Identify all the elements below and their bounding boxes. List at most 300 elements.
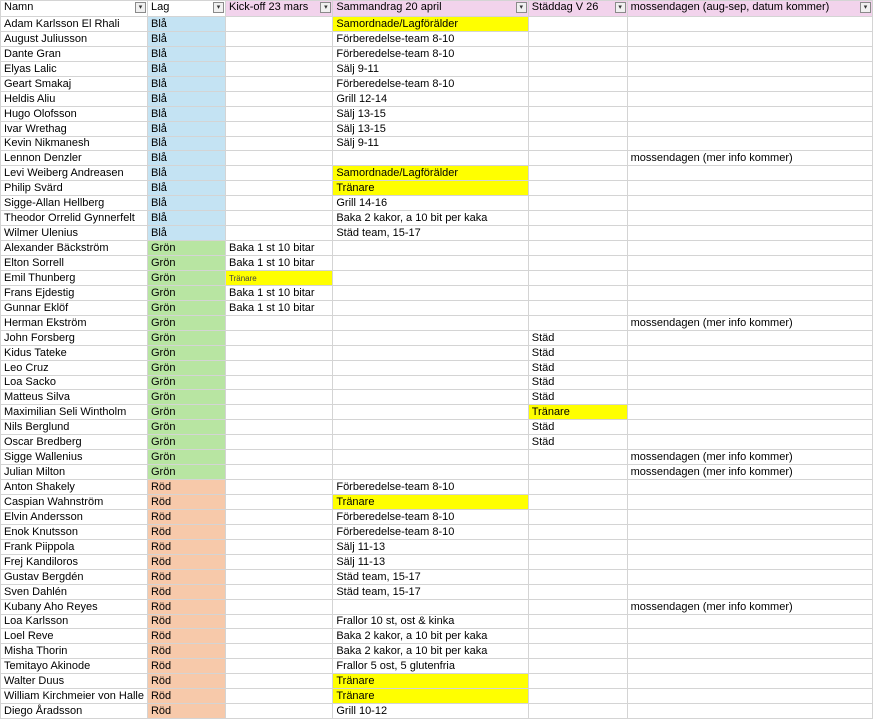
cell-staddag[interactable]: [528, 584, 627, 599]
cell-sammandrag[interactable]: [333, 405, 528, 420]
cell-staddag[interactable]: [528, 211, 627, 226]
cell-staddag[interactable]: [528, 644, 627, 659]
cell-staddag[interactable]: [528, 614, 627, 629]
cell-name[interactable]: Frank Piippola: [1, 539, 148, 554]
filter-dropdown-icon[interactable]: ▾: [213, 2, 224, 13]
cell-lag[interactable]: Grön: [147, 285, 225, 300]
cell-sammandrag[interactable]: Städ team, 15-17: [333, 569, 528, 584]
cell-mossendagen[interactable]: [627, 196, 872, 211]
cell-name[interactable]: Alexander Bäckström: [1, 241, 148, 256]
cell-sammandrag[interactable]: [333, 151, 528, 166]
filter-dropdown-icon[interactable]: ▾: [135, 2, 146, 13]
cell-sammandrag[interactable]: [333, 330, 528, 345]
cell-lag[interactable]: Röd: [147, 644, 225, 659]
cell-sammandrag[interactable]: [333, 420, 528, 435]
cell-kickoff[interactable]: [225, 569, 332, 584]
cell-lag[interactable]: Röd: [147, 629, 225, 644]
cell-staddag[interactable]: Tränare: [528, 405, 627, 420]
cell-name[interactable]: Lennon Denzler: [1, 151, 148, 166]
cell-mossendagen[interactable]: mossendagen (mer info kommer): [627, 315, 872, 330]
cell-sammandrag[interactable]: Förberedelse-team 8-10: [333, 31, 528, 46]
filter-dropdown-icon[interactable]: ▾: [516, 2, 527, 13]
cell-kickoff[interactable]: [225, 330, 332, 345]
cell-kickoff[interactable]: [225, 181, 332, 196]
cell-kickoff[interactable]: [225, 375, 332, 390]
cell-sammandrag[interactable]: Samordnade/Lagförälder: [333, 17, 528, 32]
cell-name[interactable]: Misha Thorin: [1, 644, 148, 659]
cell-kickoff[interactable]: [225, 17, 332, 32]
cell-staddag[interactable]: [528, 106, 627, 121]
cell-staddag[interactable]: [528, 524, 627, 539]
cell-lag[interactable]: Blå: [147, 181, 225, 196]
cell-kickoff[interactable]: [225, 554, 332, 569]
cell-staddag[interactable]: Städ: [528, 330, 627, 345]
cell-staddag[interactable]: [528, 315, 627, 330]
cell-staddag[interactable]: [528, 465, 627, 480]
cell-lag[interactable]: Röd: [147, 509, 225, 524]
cell-staddag[interactable]: [528, 495, 627, 510]
cell-sammandrag[interactable]: Sälj 9-11: [333, 61, 528, 76]
cell-lag[interactable]: Röd: [147, 659, 225, 674]
cell-mossendagen[interactable]: [627, 31, 872, 46]
cell-kickoff[interactable]: [225, 659, 332, 674]
cell-name[interactable]: Heldis Aliu: [1, 91, 148, 106]
cell-staddag[interactable]: [528, 31, 627, 46]
cell-name[interactable]: Frej Kandiloros: [1, 554, 148, 569]
cell-sammandrag[interactable]: [333, 345, 528, 360]
table-row: [1, 181, 873, 196]
cell-sammandrag[interactable]: Förberedelse-team 8-10: [333, 524, 528, 539]
cell-lag[interactable]: Grön: [147, 420, 225, 435]
cell-kickoff[interactable]: [225, 315, 332, 330]
cell-sammandrag[interactable]: Baka 2 kakor, a 10 bit per kaka: [333, 644, 528, 659]
cell-kickoff[interactable]: [225, 435, 332, 450]
cell-kickoff[interactable]: [225, 46, 332, 61]
cell-sammandrag[interactable]: Sälj 13-15: [333, 121, 528, 136]
cell-sammandrag[interactable]: [333, 285, 528, 300]
cell-staddag[interactable]: [528, 151, 627, 166]
cell-sammandrag[interactable]: Förberedelse-team 8-10: [333, 480, 528, 495]
cell-kickoff[interactable]: [225, 390, 332, 405]
cell-kickoff[interactable]: [225, 166, 332, 181]
cell-name[interactable]: August Juliusson: [1, 31, 148, 46]
cell-name[interactable]: William Kirchmeier von Halle: [1, 689, 148, 704]
cell-lag[interactable]: Blå: [147, 166, 225, 181]
cell-mossendagen[interactable]: [627, 330, 872, 345]
cell-lag[interactable]: Blå: [147, 151, 225, 166]
col-header-kickoff[interactable]: [225, 1, 332, 17]
cell-staddag[interactable]: Städ: [528, 435, 627, 450]
cell-sammandrag[interactable]: [333, 375, 528, 390]
cell-sammandrag[interactable]: Grill 12-14: [333, 91, 528, 106]
cell-lag[interactable]: Blå: [147, 226, 225, 241]
cell-kickoff[interactable]: [225, 689, 332, 704]
cell-lag[interactable]: Blå: [147, 31, 225, 46]
cell-kickoff[interactable]: Tränare: [225, 270, 332, 285]
cell-name[interactable]: Geart Smakaj: [1, 76, 148, 91]
col-header-mossendagen[interactable]: [627, 1, 872, 17]
cell-name[interactable]: Kubany Aho Reyes: [1, 599, 148, 614]
cell-lag[interactable]: Grön: [147, 241, 225, 256]
cell-mossendagen[interactable]: [627, 211, 872, 226]
cell-name[interactable]: Leo Cruz: [1, 360, 148, 375]
col-header-staddag[interactable]: [528, 1, 627, 17]
cell-lag[interactable]: Grön: [147, 315, 225, 330]
cell-staddag[interactable]: [528, 674, 627, 689]
cell-lag[interactable]: Grön: [147, 330, 225, 345]
cell-lag[interactable]: Röd: [147, 524, 225, 539]
header-label: mossendagen (aug-sep, datum kommer): [630, 1, 830, 13]
cell-kickoff[interactable]: [225, 106, 332, 121]
cell-sammandrag[interactable]: [333, 256, 528, 271]
cell-staddag[interactable]: [528, 285, 627, 300]
cell-kickoff[interactable]: Baka 1 st 10 bitar: [225, 285, 332, 300]
cell-staddag[interactable]: [528, 136, 627, 151]
cell-lag[interactable]: Grön: [147, 450, 225, 465]
cell-lag[interactable]: Grön: [147, 435, 225, 450]
cell-mossendagen[interactable]: [627, 226, 872, 241]
cell-mossendagen[interactable]: [627, 659, 872, 674]
cell-mossendagen[interactable]: [627, 629, 872, 644]
cell-lag[interactable]: Grön: [147, 256, 225, 271]
cell-sammandrag[interactable]: Grill 10-12: [333, 704, 528, 719]
cell-sammandrag[interactable]: Sälj 11-13: [333, 539, 528, 554]
cell-mossendagen[interactable]: [627, 569, 872, 584]
cell-mossendagen[interactable]: [627, 704, 872, 719]
cell-mossendagen[interactable]: [627, 554, 872, 569]
cell-mossendagen[interactable]: mossendagen (mer info kommer): [627, 599, 872, 614]
cell-sammandrag[interactable]: [333, 270, 528, 285]
cell-mossendagen[interactable]: [627, 644, 872, 659]
cell-kickoff[interactable]: [225, 76, 332, 91]
cell-name[interactable]: Wilmer Ulenius: [1, 226, 148, 241]
cell-lag[interactable]: Blå: [147, 61, 225, 76]
cell-name[interactable]: Levi Weiberg Andreasen: [1, 166, 148, 181]
cell-mossendagen[interactable]: [627, 584, 872, 599]
cell-kickoff[interactable]: Baka 1 st 10 bitar: [225, 256, 332, 271]
cell-name[interactable]: Ivar Wrethag: [1, 121, 148, 136]
cell-name[interactable]: Theodor Orrelid Gynnerfelt: [1, 211, 148, 226]
cell-sammandrag[interactable]: Tränare: [333, 674, 528, 689]
cell-lag[interactable]: Grön: [147, 300, 225, 315]
cell-lag[interactable]: Röd: [147, 704, 225, 719]
cell-lag[interactable]: Grön: [147, 270, 225, 285]
cell-kickoff[interactable]: [225, 480, 332, 495]
cell-name[interactable]: Matteus Silva: [1, 390, 148, 405]
cell-mossendagen[interactable]: [627, 674, 872, 689]
cell-mossendagen[interactable]: [627, 689, 872, 704]
cell-name[interactable]: Kidus Tateke: [1, 345, 148, 360]
cell-mossendagen[interactable]: [627, 480, 872, 495]
cell-mossendagen[interactable]: [627, 106, 872, 121]
cell-staddag[interactable]: [528, 569, 627, 584]
cell-staddag[interactable]: [528, 539, 627, 554]
cell-sammandrag[interactable]: Sälj 9-11: [333, 136, 528, 151]
cell-lag[interactable]: Grön: [147, 465, 225, 480]
cell-lag[interactable]: Grön: [147, 360, 225, 375]
cell-kickoff[interactable]: [225, 151, 332, 166]
cell-staddag[interactable]: [528, 226, 627, 241]
cell-kickoff[interactable]: [225, 599, 332, 614]
cell-mossendagen[interactable]: mossendagen (mer info kommer): [627, 151, 872, 166]
cell-name[interactable]: Gustav Bergdén: [1, 569, 148, 584]
cell-kickoff[interactable]: [225, 644, 332, 659]
cell-kickoff[interactable]: [225, 450, 332, 465]
cell-mossendagen[interactable]: [627, 509, 872, 524]
col-header-sammandrag[interactable]: [333, 1, 528, 17]
cell-lag[interactable]: Blå: [147, 17, 225, 32]
cell-mossendagen[interactable]: [627, 241, 872, 256]
cell-kickoff[interactable]: [225, 31, 332, 46]
cell-name[interactable]: Loa Karlsson: [1, 614, 148, 629]
cell-kickoff[interactable]: [225, 584, 332, 599]
cell-lag[interactable]: Blå: [147, 196, 225, 211]
cell-mossendagen[interactable]: [627, 524, 872, 539]
cell-staddag[interactable]: [528, 196, 627, 211]
cell-lag[interactable]: Röd: [147, 569, 225, 584]
cell-kickoff[interactable]: [225, 539, 332, 554]
cell-staddag[interactable]: [528, 659, 627, 674]
cell-kickoff[interactable]: [225, 509, 332, 524]
cell-sammandrag[interactable]: Förberedelse-team 8-10: [333, 46, 528, 61]
cell-sammandrag[interactable]: [333, 315, 528, 330]
cell-name[interactable]: Loa Sacko: [1, 375, 148, 390]
table-row: [1, 226, 873, 241]
cell-staddag[interactable]: [528, 554, 627, 569]
cell-sammandrag[interactable]: [333, 390, 528, 405]
cell-staddag[interactable]: Städ: [528, 360, 627, 375]
cell-staddag[interactable]: [528, 121, 627, 136]
cell-lag[interactable]: Grön: [147, 375, 225, 390]
cell-mossendagen[interactable]: [627, 256, 872, 271]
cell-mossendagen[interactable]: [627, 17, 872, 32]
cell-sammandrag[interactable]: Förberedelse-team 8-10: [333, 509, 528, 524]
cell-sammandrag[interactable]: Tränare: [333, 181, 528, 196]
cell-sammandrag[interactable]: [333, 435, 528, 450]
cell-sammandrag[interactable]: Frallor 5 ost, 5 glutenfria: [333, 659, 528, 674]
cell-staddag[interactable]: [528, 181, 627, 196]
cell-kickoff[interactable]: [225, 226, 332, 241]
cell-lag[interactable]: Blå: [147, 106, 225, 121]
cell-name[interactable]: Sigge-Allan Hellberg: [1, 196, 148, 211]
cell-lag[interactable]: Grön: [147, 390, 225, 405]
cell-mossendagen[interactable]: [627, 495, 872, 510]
cell-staddag[interactable]: Städ: [528, 375, 627, 390]
cell-mossendagen[interactable]: [627, 375, 872, 390]
cell-sammandrag[interactable]: Förberedelse-team 8-10: [333, 76, 528, 91]
cell-staddag[interactable]: Städ: [528, 420, 627, 435]
cell-kickoff[interactable]: [225, 196, 332, 211]
cell-sammandrag[interactable]: Samordnade/Lagförälder: [333, 166, 528, 181]
cell-mossendagen[interactable]: [627, 539, 872, 554]
cell-name[interactable]: Oscar Bredberg: [1, 435, 148, 450]
cell-mossendagen[interactable]: [627, 181, 872, 196]
cell-kickoff[interactable]: [225, 495, 332, 510]
cell-sammandrag[interactable]: Sälj 11-13: [333, 554, 528, 569]
filter-dropdown-icon[interactable]: ▾: [320, 2, 331, 13]
cell-staddag[interactable]: [528, 241, 627, 256]
cell-name[interactable]: Sigge Wallenius: [1, 450, 148, 465]
cell-name[interactable]: Kevin Nikmanesh: [1, 136, 148, 151]
cell-kickoff[interactable]: [225, 614, 332, 629]
cell-kickoff[interactable]: [225, 420, 332, 435]
cell-sammandrag[interactable]: Städ team, 15-17: [333, 226, 528, 241]
cell-kickoff[interactable]: [225, 121, 332, 136]
cell-name[interactable]: Herman Ekström: [1, 315, 148, 330]
cell-lag[interactable]: Röd: [147, 599, 225, 614]
cell-sammandrag[interactable]: Frallor 10 st, ost & kinka: [333, 614, 528, 629]
cell-sammandrag[interactable]: [333, 300, 528, 315]
cell-name[interactable]: Sven Dahlén: [1, 584, 148, 599]
cell-mossendagen[interactable]: [627, 390, 872, 405]
cell-kickoff[interactable]: [225, 674, 332, 689]
cell-name[interactable]: Julian Milton: [1, 465, 148, 480]
cell-staddag[interactable]: [528, 599, 627, 614]
cell-mossendagen[interactable]: [627, 76, 872, 91]
table-row: [1, 285, 873, 300]
cell-staddag[interactable]: [528, 509, 627, 524]
cell-sammandrag[interactable]: Grill 14-16: [333, 196, 528, 211]
cell-mossendagen[interactable]: [627, 360, 872, 375]
cell-staddag[interactable]: [528, 629, 627, 644]
cell-mossendagen[interactable]: [627, 46, 872, 61]
cell-staddag[interactable]: [528, 300, 627, 315]
cell-mossendagen[interactable]: [627, 420, 872, 435]
cell-lag[interactable]: Blå: [147, 121, 225, 136]
cell-name[interactable]: Caspian Wahnström: [1, 495, 148, 510]
cell-mossendagen[interactable]: [627, 345, 872, 360]
table-row: [1, 569, 873, 584]
cell-mossendagen[interactable]: [627, 136, 872, 151]
cell-staddag[interactable]: [528, 61, 627, 76]
cell-mossendagen[interactable]: [627, 435, 872, 450]
cell-lag[interactable]: Blå: [147, 46, 225, 61]
cell-name[interactable]: Nils Berglund: [1, 420, 148, 435]
col-header-lag[interactable]: [147, 1, 225, 17]
header-label: Lag: [150, 1, 170, 13]
cell-name[interactable]: Loel Reve: [1, 629, 148, 644]
cell-lag[interactable]: Blå: [147, 211, 225, 226]
cell-name[interactable]: Temitayo Akinode: [1, 659, 148, 674]
cell-kickoff[interactable]: [225, 345, 332, 360]
col-header-namn[interactable]: [1, 1, 148, 17]
cell-staddag[interactable]: [528, 91, 627, 106]
cell-kickoff[interactable]: [225, 91, 332, 106]
cell-name[interactable]: Emil Thunberg: [1, 270, 148, 285]
cell-staddag[interactable]: [528, 689, 627, 704]
cell-name[interactable]: Elvin Andersson: [1, 509, 148, 524]
cell-mossendagen[interactable]: mossendagen (mer info kommer): [627, 465, 872, 480]
cell-lag[interactable]: Röd: [147, 480, 225, 495]
cell-mossendagen[interactable]: [627, 614, 872, 629]
cell-kickoff[interactable]: [225, 524, 332, 539]
cell-sammandrag[interactable]: [333, 465, 528, 480]
filter-dropdown-icon[interactable]: ▾: [860, 2, 871, 13]
cell-sammandrag[interactable]: Baka 2 kakor, a 10 bit per kaka: [333, 211, 528, 226]
cell-name[interactable]: Hugo Olofsson: [1, 106, 148, 121]
cell-name[interactable]: Frans Ejdestig: [1, 285, 148, 300]
cell-name[interactable]: John Forsberg: [1, 330, 148, 345]
filter-dropdown-icon[interactable]: ▾: [615, 2, 626, 13]
cell-mossendagen[interactable]: [627, 121, 872, 136]
cell-mossendagen[interactable]: [627, 61, 872, 76]
cell-mossendagen[interactable]: [627, 300, 872, 315]
cell-staddag[interactable]: Städ: [528, 390, 627, 405]
cell-name[interactable]: Elyas Lalic: [1, 61, 148, 76]
cell-staddag[interactable]: [528, 17, 627, 32]
cell-mossendagen[interactable]: [627, 166, 872, 181]
cell-lag[interactable]: Röd: [147, 495, 225, 510]
cell-name[interactable]: Dante Gran: [1, 46, 148, 61]
cell-name[interactable]: Diego Åradsson: [1, 704, 148, 719]
cell-lag[interactable]: Blå: [147, 91, 225, 106]
cell-sammandrag[interactable]: Tränare: [333, 495, 528, 510]
cell-staddag[interactable]: [528, 256, 627, 271]
cell-kickoff[interactable]: [225, 61, 332, 76]
cell-kickoff[interactable]: [225, 136, 332, 151]
cell-lag[interactable]: Blå: [147, 76, 225, 91]
cell-lag[interactable]: Grön: [147, 405, 225, 420]
cell-name[interactable]: Gunnar Eklöf: [1, 300, 148, 315]
cell-staddag[interactable]: [528, 76, 627, 91]
cell-name[interactable]: Anton Shakely: [1, 480, 148, 495]
cell-lag[interactable]: Röd: [147, 674, 225, 689]
cell-kickoff[interactable]: Baka 1 st 10 bitar: [225, 300, 332, 315]
cell-name[interactable]: Walter Duus: [1, 674, 148, 689]
cell-staddag[interactable]: [528, 270, 627, 285]
cell-mossendagen[interactable]: mossendagen (mer info kommer): [627, 450, 872, 465]
cell-mossendagen[interactable]: [627, 270, 872, 285]
cell-sammandrag[interactable]: [333, 241, 528, 256]
cell-kickoff[interactable]: Baka 1 st 10 bitar: [225, 241, 332, 256]
cell-lag[interactable]: Röd: [147, 689, 225, 704]
cell-name[interactable]: Enok Knutsson: [1, 524, 148, 539]
cell-staddag[interactable]: [528, 46, 627, 61]
cell-kickoff[interactable]: [225, 211, 332, 226]
cell-kickoff[interactable]: [225, 360, 332, 375]
cell-sammandrag[interactable]: Sälj 13-15: [333, 106, 528, 121]
cell-mossendagen[interactable]: [627, 405, 872, 420]
cell-name[interactable]: Maximilian Seli Wintholm: [1, 405, 148, 420]
cell-lag[interactable]: Blå: [147, 136, 225, 151]
cell-staddag[interactable]: [528, 166, 627, 181]
cell-sammandrag[interactable]: Baka 2 kakor, a 10 bit per kaka: [333, 629, 528, 644]
cell-lag[interactable]: Röd: [147, 539, 225, 554]
cell-sammandrag[interactable]: [333, 599, 528, 614]
cell-name[interactable]: Philip Svärd: [1, 181, 148, 196]
cell-kickoff[interactable]: [225, 629, 332, 644]
cell-lag[interactable]: Grön: [147, 345, 225, 360]
cell-staddag[interactable]: [528, 450, 627, 465]
cell-lag[interactable]: Röd: [147, 554, 225, 569]
cell-sammandrag[interactable]: [333, 360, 528, 375]
cell-sammandrag[interactable]: [333, 450, 528, 465]
cell-name[interactable]: Adam Karlsson El Rhali: [1, 17, 148, 32]
cell-kickoff[interactable]: [225, 704, 332, 719]
cell-sammandrag[interactable]: Städ team, 15-17: [333, 584, 528, 599]
cell-lag[interactable]: Röd: [147, 614, 225, 629]
cell-mossendagen[interactable]: [627, 91, 872, 106]
cell-mossendagen[interactable]: [627, 285, 872, 300]
cell-kickoff[interactable]: [225, 465, 332, 480]
cell-name[interactable]: Elton Sorrell: [1, 256, 148, 271]
cell-staddag[interactable]: Städ: [528, 345, 627, 360]
cell-sammandrag[interactable]: Tränare: [333, 689, 528, 704]
cell-lag[interactable]: Röd: [147, 584, 225, 599]
cell-staddag[interactable]: [528, 480, 627, 495]
cell-staddag[interactable]: [528, 704, 627, 719]
cell-kickoff[interactable]: [225, 405, 332, 420]
